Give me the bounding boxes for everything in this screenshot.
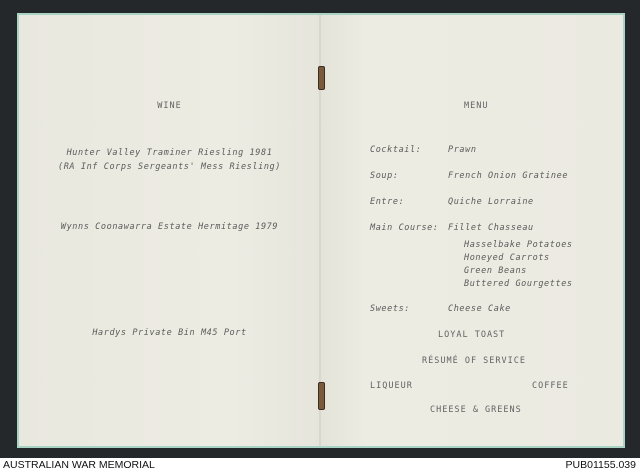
course-dish-soup: French Onion Gratinee bbox=[448, 171, 569, 181]
side-3: Green Beans bbox=[464, 266, 527, 276]
side-1: Hasselbake Potatoes bbox=[464, 240, 573, 250]
course-label-soup: Soup: bbox=[370, 171, 399, 181]
menu-heading: MENU bbox=[464, 101, 489, 111]
course-label-cocktail: Cocktail: bbox=[370, 145, 422, 155]
liqueur: LIQUEUR bbox=[370, 381, 413, 391]
side-2: Honeyed Carrots bbox=[464, 253, 550, 263]
course-dish-sweets: Cheese Cake bbox=[448, 304, 511, 314]
wine-3: Hardys Private Bin M45 Port bbox=[92, 328, 247, 338]
wine-1-line1: Hunter Valley Traminer Riesling 1981 bbox=[66, 148, 273, 158]
staple-top bbox=[318, 66, 325, 90]
menu-page bbox=[320, 15, 623, 446]
course-label-sweets: Sweets: bbox=[370, 304, 411, 314]
resume-of-service: RÉSUMÉ OF SERVICE bbox=[422, 356, 526, 366]
loyal-toast: LOYAL TOAST bbox=[438, 330, 506, 340]
staple-bottom bbox=[318, 382, 325, 410]
cheese-greens: CHEESE & GREENS bbox=[430, 405, 522, 415]
accession-number: PUB01155.039 bbox=[565, 459, 636, 471]
course-label-main: Main Course: bbox=[370, 223, 439, 233]
institution-label: AUSTRALIAN WAR MEMORIAL bbox=[3, 459, 155, 471]
wine-1-line2: (RA Inf Corps Sergeants' Mess Riesling) bbox=[58, 162, 281, 172]
footer-bar bbox=[0, 458, 640, 472]
side-4: Buttered Gourgettes bbox=[464, 279, 573, 289]
course-dish-cocktail: Prawn bbox=[448, 145, 477, 155]
course-label-entre: Entre: bbox=[370, 197, 405, 207]
course-dish-main: Fillet Chasseau bbox=[448, 223, 534, 233]
wine-page bbox=[19, 15, 320, 446]
course-dish-entre: Quiche Lorraine bbox=[448, 197, 534, 207]
wine-heading: WINE bbox=[157, 101, 182, 111]
coffee: COFFEE bbox=[532, 381, 569, 391]
wine-2: Wynns Coonawarra Estate Hermitage 1979 bbox=[60, 222, 279, 232]
